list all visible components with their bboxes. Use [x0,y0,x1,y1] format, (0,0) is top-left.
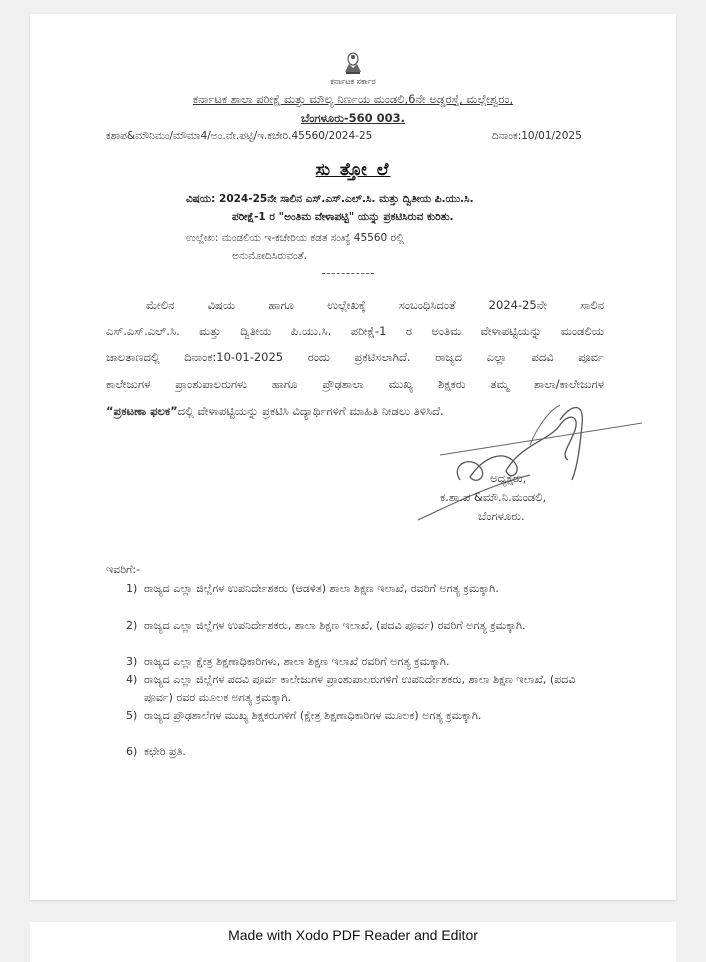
list-item [126,743,606,761]
list-item [126,671,606,707]
body-line-4: ಕಾಲೇಜುಗಳ ಪ್ರಾಂಶುಪಾಲರುಗಳು ಹಾಗೂ ಪ್ರೌಢಶಾಲಾ ಮುಖ್ಯ ಶಿಕ್ಷಕರು ತಮ್ಮ ಶಾಲಾ/ಕಾಲೇಜುಗಳ [106,377,604,391]
list-item-text: ರಾಜ್ಯದ ಎಲ್ಲಾ ಜಿಲ್ಲೆಗಳ ಪದವಿ ಪೂರ್ವ ಕಾಲೇಜುಗಳ ಪ್ರಾಂಶುಪಾಲರುಗಳಿಗೆ ಉಪನಿರ್ದೇಶಕರು, ಶಾಲಾ ಶಿಕ್ಷಣ ಇಲಾಖೆ, (ಪದವಿ ಪೂರ್ವ) ರವರ ಮೂಲಕ ಅಗತ್ಯ ಕ್ರಮಕ್ಕಾಗಿ. [144,673,576,704]
state-emblem-icon [340,50,366,76]
signatory-city: ಬೆಂಗಳೂರು. [478,509,525,523]
list-item [126,707,606,725]
government-name: ಕರ್ನಾಟಕ ಸರ್ಕಾರ [330,77,376,86]
list-item-number: 4) [126,673,138,686]
body-line-3: ಜಾಲತಾಣದಲ್ಲಿ ದಿನಾಂಕ:10-01-2025 ರಂದು ಪ್ರಕಟಿಸಲಾಗಿದೆ. ರಾಜ್ಯದ ಎಲ್ಲಾ ಪದವಿ ಪೂರ್ವ [106,350,604,364]
circular-title: ಸು ತ್ತೋ ಲೆ [315,160,391,180]
body-line-5-rest: ದಲ್ಲಿ ವೇಳಾಪಟ್ಟಿಯನ್ನು ಪ್ರಕಟಿಸಿ ವಿದ್ಯಾರ್ಥಿಗಳಿಗೆ ಮಾಹಿತಿ ನೀಡಲು ತಿಳಿಸಿದೆ. [177,404,444,418]
list-item-number: 5) [126,709,138,722]
watermark-banner-bottom: Made with Xodo PDF Reader and Editor [228,927,478,943]
list-item-text: ಕಛೇರಿ ಪ್ರತಿ. [144,745,186,758]
list-item [126,653,606,671]
list-item-text: ರಾಜ್ಯದ ಪ್ರೌಢಶಾಲೆಗಳ ಮುಖ್ಯ ಶಿಕ್ಷಕರುಗಳಿಗೆ (ಕ್ಷೇತ್ರ ಶಿಕ್ಷಣಾಧಿಕಾರಿಗಳ ಮೂಲಕ) ಅಗತ್ಯ ಕ್ರಮಕ್ಕಾಗಿ. [144,709,482,722]
body-line-1: ಮೇಲಿನ ವಿಷಯ ಹಾಗೂ ಉಲ್ಲೇಖಕ್ಕೆ ಸಂಬಂಧಿಸಿದಂತೆ 2024-25ನೇ ಸಾಲಿನ [146,298,604,312]
list-item-number: 2) [126,619,138,632]
list-item-text: ರಾಜ್ಯದ ಎಲ್ಲಾ ಜಿಲ್ಲೆಗಳ ಉಪನಿರ್ದೇಶಕರು (ಆಡಳಿತ) ಶಾಲಾ ಶಿಕ್ಷಣ ಇಲಾಖೆ, ರವರಿಗೆ ಅಗತ್ಯ ಕ್ರಮಕ್ಕಾಗಿ. [144,582,499,595]
subject-line-1: ವಿಷಯ: 2024-25ನೇ ಸಾಲಿನ ಎಸ್.ಎಸ್.ಎಲ್.ಸಿ. ಮತ್ತು ದ್ವಿತೀಯ ಪಿ.ಯು.ಸಿ. [186,193,474,205]
section-divider [322,273,374,274]
signatory-office: ಕ.ಶಾ.ಪ &ಮೌ.ನಿ.ಮಂಡಲಿ, [440,490,547,504]
copy-to-heading: ಇವರಿಗೆ:- [106,563,141,576]
board-address: ಬೆಂಗಳೂರು-560 003. [300,111,406,125]
list-item [126,580,606,598]
list-item-number: 3) [126,655,138,668]
signatory-designation: ಅಧ್ಯಕ್ಷರು, [490,471,527,485]
notice-board-text: “ಪ್ರಕಟಣಾ ಫಲಕ” [106,404,178,418]
list-item [126,617,606,635]
reference-line-1: ಉಲ್ಲೇಖ: ಮಂಡಲಿಯ ಇ-ಕಚೇರಿಯ ಕಡತ ಸಂಖ್ಯೆ 45560 ರಲ್ಲಿ [186,232,405,244]
list-item-number: 6) [126,745,138,758]
body-line-2: ಎಸ್.ಎಸ್.ಎಲ್.ಸಿ. ಮತ್ತು ದ್ವಿತೀಯ ಪಿ.ಯು.ಸಿ. ಪರೀಕ್ಷೆ-1 ರ ಅಂತಿಮ ವೇಳಾಪಟ್ಟಿಯನ್ನು ಮಂಡಲಿಯ [106,324,604,338]
reference-number: ಕಶಾಪ&ಮೌನಿಮಂ/ಮೌಮಾ4/ಅಂ.ವೇ.ಪಟ್ಟಿ/ಇ.ಕಚೇರಿ.45560/2024-25 [106,130,373,142]
board-name: ಕರ್ನಾಟಕ ಶಾಲಾ ಪರೀಕ್ಷೆ ಮತ್ತು ಮೌಲ್ಯ ನಿರ್ಣಯ ಮಂಡಲಿ,6ನೇ ಅಡ್ಡರಸ್ತೆ, ಮಲ್ಲೇಶ್ವರಂ, [192,92,514,106]
subject-line-2: ಪರೀಕ್ಷೆ-1 ರ "ಅಂತಿಮ ವೇಳಾಪಟ್ಟಿ" ಯನ್ನು ಪ್ರಕಟಿಸಿರುವ ಕುರಿತು. [232,211,454,223]
list-item-number: 1) [126,582,138,595]
list-item-text: ರಾಜ್ಯದ ಎಲ್ಲಾ ಜಿಲ್ಲೆಗಳ ಉಪನಿರ್ದೇಶಕರು, ಶಾಲಾ ಶಿಕ್ಷಣ ಇಲಾಖೆ, (ಪದವಿ ಪೂರ್ವ) ರವರಿಗೆ ಅಗತ್ಯ ಕ್ರಮಕ್ಕಾಗಿ. [144,619,526,632]
letter-date: ದಿನಾಂಕ:10/01/2025 [492,130,582,142]
list-item-text: ರಾಜ್ಯದ ಎಲ್ಲಾ ಕ್ಷೇತ್ರ ಶಿಕ್ಷಣಾಧಿಕಾರಿಗಳು, ಶಾಲಾ ಶಿಕ್ಷಣ ಇಲಾಖೆ ರವರಿಗೆ ಅಗತ್ಯ ಕ್ರಮಕ್ಕಾಗಿ. [144,655,450,668]
reference-line-2: ಅನುಮೋದಿಸಿರುವಂತೆ. [232,250,307,262]
